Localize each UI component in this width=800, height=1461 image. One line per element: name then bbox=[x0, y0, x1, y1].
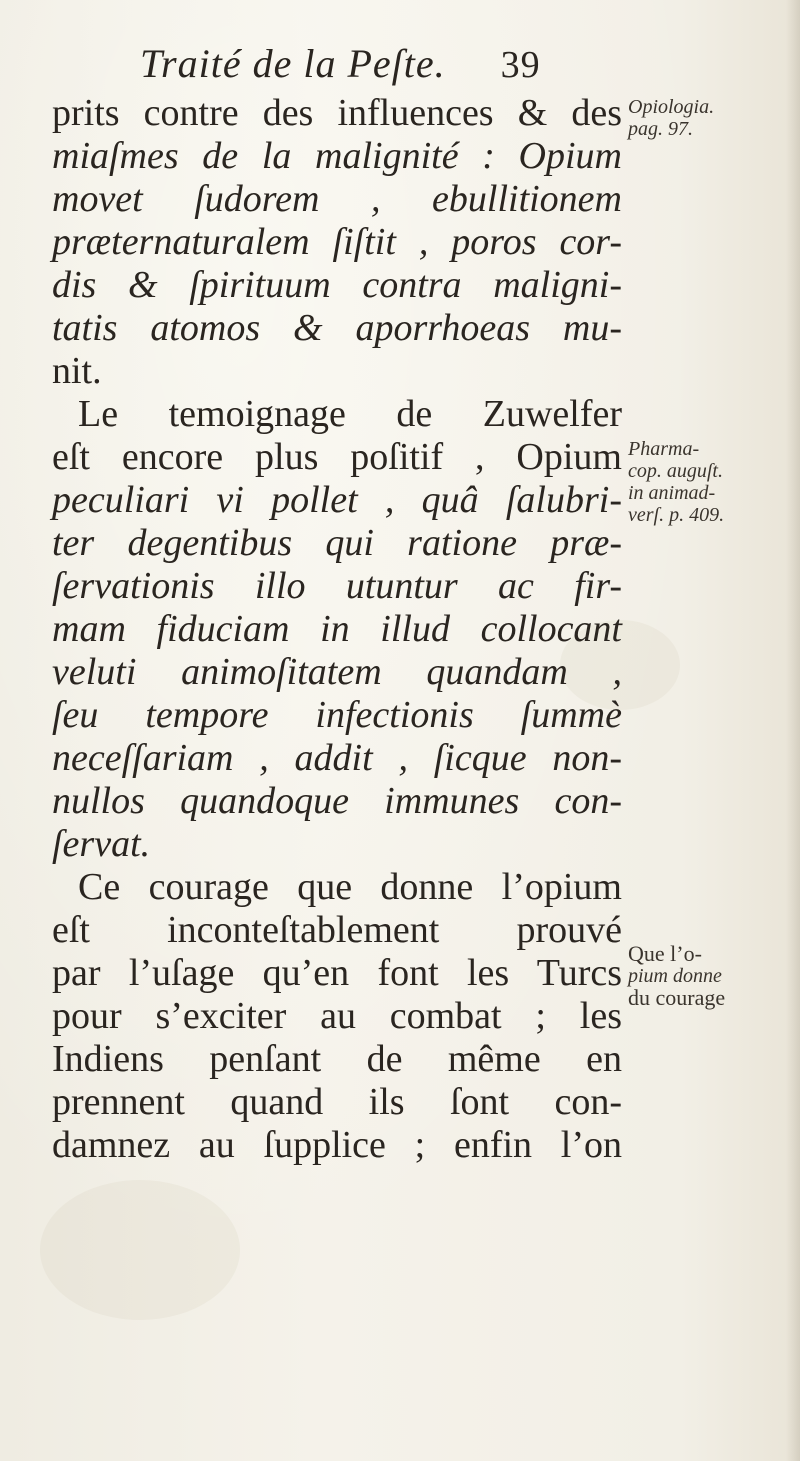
text-line: neceſſariam , addit , ſicque non- bbox=[52, 737, 622, 779]
paper-stain bbox=[40, 1180, 240, 1320]
margin-note-line: Pharma- bbox=[628, 438, 700, 460]
text-line: nit. bbox=[52, 350, 102, 392]
text-line: nullos quandoque immunes con- bbox=[52, 780, 622, 822]
text-line: miaſmes de la malignité : Opium bbox=[52, 135, 622, 177]
text-line: damnez au ſupplice ; enfin l’on bbox=[52, 1124, 622, 1166]
text-line: Ce courage que donne l’opium bbox=[78, 866, 622, 908]
text-line: Indiens penſant de même en bbox=[52, 1038, 622, 1080]
main-text bbox=[52, 92, 622, 1167]
page-number: 39 bbox=[500, 44, 541, 86]
text-line: ter degentibus qui ratione præ- bbox=[52, 522, 622, 564]
margin-note-pharmacop bbox=[628, 438, 788, 526]
text-line: movet ſudorem , ebullitionem bbox=[52, 178, 622, 220]
margin-note-line: du courage bbox=[628, 985, 726, 1010]
margin-note-line: Que l’o- bbox=[628, 941, 702, 966]
text-line: prits contre des influences & des bbox=[52, 92, 622, 134]
text-line: veluti animoſitatem quandam , bbox=[52, 651, 622, 693]
text-line: prennent quand ils ſont con- bbox=[52, 1081, 622, 1123]
margin-note-line: Opiologia. bbox=[628, 96, 715, 118]
margin-note-courage bbox=[628, 943, 788, 1009]
page-edge-shadow bbox=[786, 0, 800, 1461]
margin-note-line: pag. 97. bbox=[628, 118, 693, 140]
text-line: mam fiduciam in illud collocant bbox=[52, 608, 622, 650]
margin-note-line: cop. auguſt. bbox=[628, 460, 723, 482]
running-header bbox=[140, 40, 541, 87]
text-line: eſt encore plus poſitif , Opium bbox=[52, 436, 622, 478]
text-line: ſeu tempore infectionis ſummè bbox=[52, 694, 622, 736]
text-line: tatis atomos & aporrhoeas mu- bbox=[52, 307, 622, 349]
margin-note-opiologia bbox=[628, 96, 788, 140]
margin-note-line: pium donne bbox=[628, 965, 722, 987]
text-line: peculiari vi pollet , quâ ſalubri- bbox=[52, 479, 622, 521]
text-line: ſervat. bbox=[52, 823, 151, 865]
text-line: Le temoignage de Zuwelfer bbox=[78, 393, 622, 435]
margin-note-line: verſ. p. 409. bbox=[628, 504, 725, 526]
text-line: dis & ſpirituum contra maligni- bbox=[52, 264, 622, 306]
text-line: pour s’exciter au combat ; les bbox=[52, 995, 622, 1037]
running-title: Traité de la Peſte. bbox=[140, 41, 446, 86]
text-line: præternaturalem ſiſtit , poros cor- bbox=[52, 221, 622, 263]
margin-note-line: in animad- bbox=[628, 482, 716, 504]
text-line: ſervationis illo utuntur ac fir- bbox=[52, 565, 622, 607]
text-line: par l’uſage qu’en font les Turcs bbox=[52, 952, 622, 994]
text-line: eſt inconteſtablement prouvé bbox=[52, 909, 622, 951]
